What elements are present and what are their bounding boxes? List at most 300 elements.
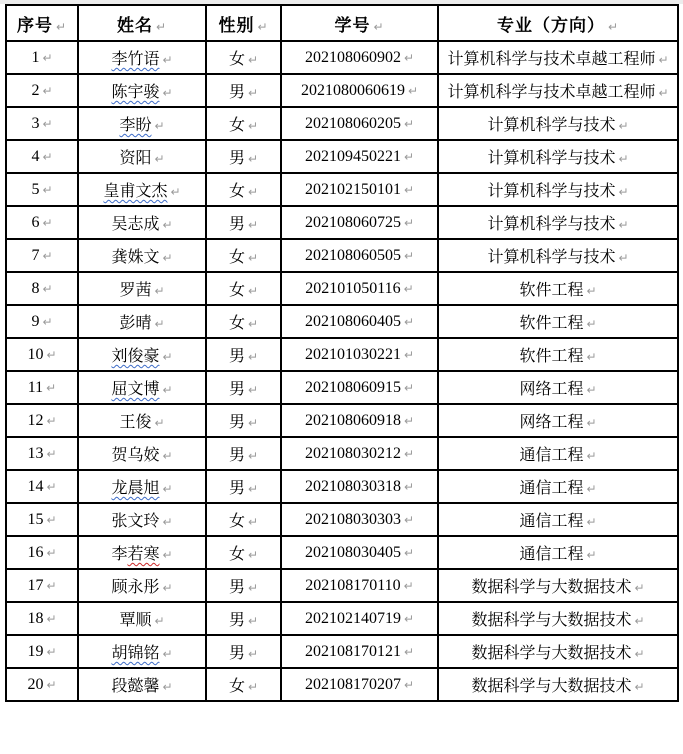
cell-end-mark-icon: ↵ [162, 218, 173, 232]
cell-end-mark-icon: ↵ [170, 185, 181, 199]
row-number: 20 [27, 675, 44, 693]
row-number: 6 [31, 213, 40, 231]
cell-end-mark-icon: ↵ [154, 152, 165, 166]
cell-gender [206, 173, 281, 206]
cell-end-mark-icon: ↵ [162, 86, 173, 100]
student-major: 网络工程 [519, 414, 584, 431]
cell-student-id [281, 338, 438, 371]
cell-student-id [281, 668, 438, 701]
table-row [6, 470, 678, 503]
cell-major [438, 305, 678, 338]
cell-end-mark-icon: ↵ [162, 251, 173, 265]
cell-end-mark-icon: ↵ [586, 548, 597, 562]
student-gender: 男 [228, 381, 245, 398]
row-number: 2 [31, 81, 40, 99]
cell-end-mark-icon: ↵ [586, 383, 597, 397]
student-major: 计算机科学与技术卓越工程师 [447, 51, 656, 68]
cell-student-id [281, 206, 438, 239]
cell-student-id [281, 272, 438, 305]
cell-end-mark-icon: ↵ [42, 314, 53, 329]
cell-end-mark-icon: ↵ [403, 611, 415, 626]
student-major: 数据科学与大数据技术 [471, 579, 632, 596]
table-row [6, 74, 678, 107]
cell-major [438, 635, 678, 668]
cell-end-mark-icon: ↵ [634, 581, 645, 595]
cell-name [78, 272, 206, 305]
cell-end-mark-icon: ↵ [46, 611, 57, 626]
row-number: 16 [27, 543, 44, 561]
cell-end-mark-icon: ↵ [403, 644, 415, 659]
cell-end-mark-icon: ↵ [403, 347, 415, 362]
cell-end-mark-icon: ↵ [658, 86, 669, 100]
cell-major [438, 107, 678, 140]
cell-no [6, 470, 78, 503]
cell-gender [206, 206, 281, 239]
student-gender: 女 [228, 513, 245, 530]
student-id: 2021080060619 [300, 81, 405, 99]
cell-end-mark-icon: ↵ [42, 116, 53, 131]
table-row [6, 635, 678, 668]
student-major: 通信工程 [519, 513, 584, 530]
cell-end-mark-icon: ↵ [247, 53, 259, 67]
cell-name [78, 635, 206, 668]
student-name: 资阳 [119, 150, 152, 167]
cell-end-mark-icon: ↵ [403, 281, 414, 296]
cell-name [78, 206, 206, 239]
student-id: 202108030318 [304, 477, 401, 495]
cell-end-mark-icon: ↵ [247, 152, 259, 166]
cell-student-id [281, 569, 438, 602]
cell-name [78, 668, 206, 701]
student-major: 通信工程 [519, 546, 584, 563]
cell-end-mark-icon: ↵ [403, 512, 415, 527]
student-id: 202101050116 [305, 279, 401, 297]
cell-no [6, 173, 78, 206]
cell-end-mark-icon: ↵ [55, 19, 68, 34]
student-gender: 女 [228, 117, 245, 134]
cell-gender [206, 338, 281, 371]
table-row [6, 569, 678, 602]
cell-end-mark-icon: ↵ [634, 680, 645, 694]
cell-gender [206, 569, 281, 602]
cell-end-mark-icon: ↵ [618, 152, 629, 166]
table-row [6, 272, 678, 305]
row-number: 14 [27, 477, 44, 495]
cell-end-mark-icon: ↵ [403, 479, 415, 494]
cell-end-mark-icon: ↵ [46, 347, 57, 362]
cell-end-mark-icon: ↵ [403, 545, 415, 560]
cell-end-mark-icon: ↵ [42, 50, 53, 65]
cell-gender [206, 41, 281, 74]
cell-major [438, 569, 678, 602]
student-name: 张文玲 [111, 513, 160, 530]
row-number: 4 [31, 147, 40, 165]
cell-end-mark-icon: ↵ [42, 248, 53, 263]
cell-student-id [281, 536, 438, 569]
cell-end-mark-icon: ↵ [403, 677, 415, 692]
table-row [6, 206, 678, 239]
cell-name [78, 602, 206, 635]
cell-name [78, 437, 206, 470]
cell-end-mark-icon: ↵ [407, 83, 419, 98]
table-row [6, 668, 678, 701]
cell-gender [206, 404, 281, 437]
student-gender: 女 [228, 546, 245, 563]
student-name: 彭晴 [119, 315, 152, 332]
student-gender: 男 [228, 579, 245, 596]
cell-major [438, 470, 678, 503]
cell-student-id [281, 635, 438, 668]
cell-no [6, 74, 78, 107]
cell-end-mark-icon: ↵ [403, 314, 415, 329]
cell-end-mark-icon: ↵ [247, 548, 259, 562]
cell-end-mark-icon: ↵ [154, 119, 165, 133]
cell-gender [206, 437, 281, 470]
cell-end-mark-icon: ↵ [46, 380, 57, 395]
cell-end-mark-icon: ↵ [586, 284, 597, 298]
cell-name [78, 239, 206, 272]
cell-end-mark-icon: ↵ [634, 647, 645, 661]
cell-end-mark-icon: ↵ [403, 380, 415, 395]
student-major: 通信工程 [519, 480, 584, 497]
cell-end-mark-icon: ↵ [247, 86, 259, 100]
student-gender: 女 [228, 282, 245, 299]
row-number: 12 [27, 411, 44, 429]
cell-end-mark-icon: ↵ [247, 350, 259, 364]
cell-gender [206, 536, 281, 569]
cell-end-mark-icon: ↵ [403, 248, 415, 263]
student-gender: 男 [228, 348, 245, 365]
cell-end-mark-icon: ↵ [247, 614, 259, 628]
cell-student-id [281, 239, 438, 272]
student-id: 202102150101 [304, 180, 401, 198]
student-id: 202108060725 [304, 213, 401, 231]
cell-gender [206, 140, 281, 173]
student-gender: 女 [228, 249, 245, 266]
student-gender: 男 [228, 84, 245, 101]
cell-end-mark-icon: ↵ [162, 548, 173, 562]
cell-end-mark-icon: ↵ [247, 119, 259, 133]
student-name: 王俊 [119, 414, 152, 431]
cell-end-mark-icon: ↵ [618, 218, 629, 232]
student-name: 李盼 [119, 117, 152, 134]
cell-end-mark-icon: ↵ [162, 350, 173, 364]
student-id: 202109450221 [304, 147, 401, 165]
student-name: 皇甫文杰 [103, 183, 168, 200]
cell-no [6, 569, 78, 602]
cell-name [78, 140, 206, 173]
student-major: 计算机科学与技术 [487, 117, 616, 134]
table-row [6, 602, 678, 635]
cell-name [78, 107, 206, 140]
cell-gender [206, 272, 281, 305]
cell-no [6, 371, 78, 404]
cell-no [6, 206, 78, 239]
student-gender: 女 [228, 678, 245, 695]
cell-student-id [281, 503, 438, 536]
student-gender: 男 [228, 216, 245, 233]
row-number: 17 [27, 576, 44, 594]
student-gender: 男 [228, 612, 245, 629]
cell-end-mark-icon: ↵ [403, 215, 415, 230]
cell-student-id [281, 173, 438, 206]
cell-end-mark-icon: ↵ [154, 284, 165, 298]
student-name: 罗茜 [119, 282, 152, 299]
student-name: 吴志成 [111, 216, 160, 233]
cell-end-mark-icon: ↵ [247, 383, 259, 397]
student-major: 数据科学与大数据技术 [471, 645, 632, 662]
student-id: 202102140719 [304, 609, 401, 627]
cell-end-mark-icon: ↵ [162, 680, 173, 694]
cell-end-mark-icon: ↵ [658, 53, 669, 67]
cell-major [438, 404, 678, 437]
cell-no [6, 41, 78, 74]
cell-end-mark-icon: ↵ [247, 680, 259, 694]
cell-end-mark-icon: ↵ [42, 215, 53, 230]
student-id: 202101030221 [304, 345, 401, 363]
cell-end-mark-icon: ↵ [403, 413, 415, 428]
cell-end-mark-icon: ↵ [586, 449, 597, 463]
student-id: 202108030303 [304, 510, 401, 528]
cell-no [6, 272, 78, 305]
cell-student-id [281, 41, 438, 74]
cell-gender [206, 635, 281, 668]
row-number: 18 [27, 609, 44, 627]
cell-end-mark-icon: ↵ [373, 19, 385, 34]
cell-major [438, 140, 678, 173]
cell-end-mark-icon: ↵ [247, 515, 259, 529]
row-number: 7 [31, 246, 40, 264]
cell-major [438, 338, 678, 371]
cell-name [78, 305, 206, 338]
cell-name [78, 74, 206, 107]
student-name: 屈文博 [111, 381, 160, 398]
cell-major [438, 503, 678, 536]
cell-end-mark-icon: ↵ [403, 578, 414, 593]
cell-end-mark-icon: ↵ [247, 449, 259, 463]
header-no-label: 序号 [16, 15, 53, 35]
table-row [6, 41, 678, 74]
student-name: 李若寒 [111, 546, 160, 563]
cell-end-mark-icon: ↵ [162, 53, 173, 67]
cell-student-id [281, 404, 438, 437]
cell-end-mark-icon: ↵ [257, 19, 269, 34]
student-id: 202108030405 [304, 543, 401, 561]
cell-no [6, 668, 78, 701]
student-gender: 男 [228, 645, 245, 662]
header-student-id [281, 5, 438, 41]
cell-end-mark-icon: ↵ [42, 182, 53, 197]
cell-major [438, 437, 678, 470]
cell-no [6, 338, 78, 371]
cell-end-mark-icon: ↵ [46, 578, 57, 593]
student-major: 数据科学与大数据技术 [471, 612, 632, 629]
table-row [6, 140, 678, 173]
cell-no [6, 635, 78, 668]
row-number: 5 [31, 180, 40, 198]
student-name: 贺乌姣 [111, 447, 160, 464]
cell-major [438, 272, 678, 305]
student-gender: 女 [228, 183, 245, 200]
cell-end-mark-icon: ↵ [247, 317, 259, 331]
cell-no [6, 305, 78, 338]
cell-name [78, 173, 206, 206]
cell-name [78, 404, 206, 437]
cell-end-mark-icon: ↵ [247, 416, 259, 430]
student-name: 李竹语 [111, 51, 160, 68]
header-major [438, 5, 678, 41]
cell-end-mark-icon: ↵ [247, 251, 259, 265]
cell-end-mark-icon: ↵ [42, 83, 53, 98]
cell-end-mark-icon: ↵ [46, 446, 57, 461]
table-row [6, 371, 678, 404]
table-row [6, 173, 678, 206]
student-major: 通信工程 [519, 447, 584, 464]
cell-gender [206, 470, 281, 503]
cell-name [78, 371, 206, 404]
cell-end-mark-icon: ↵ [586, 515, 597, 529]
student-id: 202108170121 [304, 642, 401, 660]
cell-student-id [281, 437, 438, 470]
cell-no [6, 107, 78, 140]
cell-end-mark-icon: ↵ [586, 416, 597, 430]
cell-major [438, 239, 678, 272]
student-major: 数据科学与大数据技术 [471, 678, 632, 695]
cell-end-mark-icon: ↵ [162, 515, 173, 529]
cell-name [78, 569, 206, 602]
header-major-label: 专业（方向） [496, 15, 605, 35]
student-name: 覃顺 [119, 612, 152, 629]
cell-end-mark-icon: ↵ [162, 647, 173, 661]
cell-end-mark-icon: ↵ [618, 119, 629, 133]
cell-end-mark-icon: ↵ [162, 581, 173, 595]
cell-student-id [281, 305, 438, 338]
row-number: 3 [31, 114, 40, 132]
cell-end-mark-icon: ↵ [586, 317, 597, 331]
student-roster-table [5, 4, 679, 702]
cell-end-mark-icon: ↵ [618, 251, 629, 265]
student-name: 段懿馨 [111, 678, 160, 695]
cell-name [78, 536, 206, 569]
cell-name [78, 503, 206, 536]
cell-end-mark-icon: ↵ [247, 482, 259, 496]
cell-major [438, 173, 678, 206]
row-number: 1 [31, 48, 40, 66]
student-name: 陈宇骏 [111, 84, 160, 101]
cell-end-mark-icon: ↵ [42, 149, 53, 164]
cell-name [78, 470, 206, 503]
row-number: 11 [27, 378, 44, 396]
cell-major [438, 206, 678, 239]
cell-end-mark-icon: ↵ [247, 185, 259, 199]
student-major: 计算机科学与技术 [487, 183, 616, 200]
student-gender: 女 [228, 315, 245, 332]
cell-end-mark-icon: ↵ [247, 581, 259, 595]
cell-gender [206, 239, 281, 272]
student-major: 计算机科学与技术卓越工程师 [447, 84, 656, 101]
table-row [6, 503, 678, 536]
cell-end-mark-icon: ↵ [46, 479, 57, 494]
cell-major [438, 371, 678, 404]
student-major: 软件工程 [519, 348, 584, 365]
cell-end-mark-icon: ↵ [46, 413, 57, 428]
student-id: 202108060405 [304, 312, 401, 330]
student-major: 计算机科学与技术 [487, 249, 616, 266]
table-row [6, 536, 678, 569]
row-number: 15 [27, 510, 44, 528]
student-gender: 男 [228, 414, 245, 431]
header-row [6, 5, 678, 41]
cell-end-mark-icon: ↵ [46, 677, 57, 692]
student-name: 刘俊豪 [111, 348, 160, 365]
header-name-label: 姓名 [116, 15, 153, 35]
cell-end-mark-icon: ↵ [247, 284, 259, 298]
student-major: 软件工程 [519, 315, 584, 332]
student-id: 202108060915 [304, 378, 401, 396]
student-name: 胡锦铭 [111, 645, 160, 662]
cell-no [6, 503, 78, 536]
header-student-id-label: 学号 [334, 15, 371, 35]
student-major: 软件工程 [519, 282, 584, 299]
cell-gender [206, 107, 281, 140]
cell-gender [206, 668, 281, 701]
cell-end-mark-icon: ↵ [154, 614, 165, 628]
header-gender-label: 性别 [218, 15, 255, 35]
cell-end-mark-icon: ↵ [154, 416, 165, 430]
cell-end-mark-icon: ↵ [247, 218, 259, 232]
table-row [6, 404, 678, 437]
student-name: 顾永彤 [111, 579, 160, 596]
cell-end-mark-icon: ↵ [155, 19, 168, 34]
student-gender: 女 [228, 51, 245, 68]
student-id: 202108060918 [304, 411, 401, 429]
document-table-container [5, 4, 683, 702]
cell-end-mark-icon: ↵ [403, 446, 415, 461]
student-major: 计算机科学与技术 [487, 216, 616, 233]
table-row [6, 107, 678, 140]
cell-name [78, 41, 206, 74]
student-id: 202108170110 [305, 576, 401, 594]
cell-end-mark-icon: ↵ [46, 512, 57, 527]
cell-end-mark-icon: ↵ [607, 19, 620, 34]
cell-end-mark-icon: ↵ [162, 482, 173, 496]
cell-gender [206, 305, 281, 338]
cell-student-id [281, 371, 438, 404]
cell-student-id [281, 140, 438, 173]
cell-end-mark-icon: ↵ [42, 281, 53, 296]
cell-no [6, 239, 78, 272]
cell-end-mark-icon: ↵ [162, 383, 173, 397]
row-number: 10 [27, 345, 44, 363]
cell-name [78, 338, 206, 371]
cell-end-mark-icon: ↵ [586, 482, 597, 496]
cell-major [438, 536, 678, 569]
cell-gender [206, 503, 281, 536]
student-id: 202108030212 [304, 444, 401, 462]
table-row [6, 338, 678, 371]
cell-student-id [281, 602, 438, 635]
cell-student-id [281, 107, 438, 140]
cell-end-mark-icon: ↵ [634, 614, 645, 628]
header-name [78, 5, 206, 41]
cell-major [438, 602, 678, 635]
cell-no [6, 536, 78, 569]
row-number: 13 [27, 444, 44, 462]
row-number: 19 [27, 642, 44, 660]
table-row [6, 239, 678, 272]
cell-gender [206, 602, 281, 635]
cell-end-mark-icon: ↵ [162, 449, 173, 463]
